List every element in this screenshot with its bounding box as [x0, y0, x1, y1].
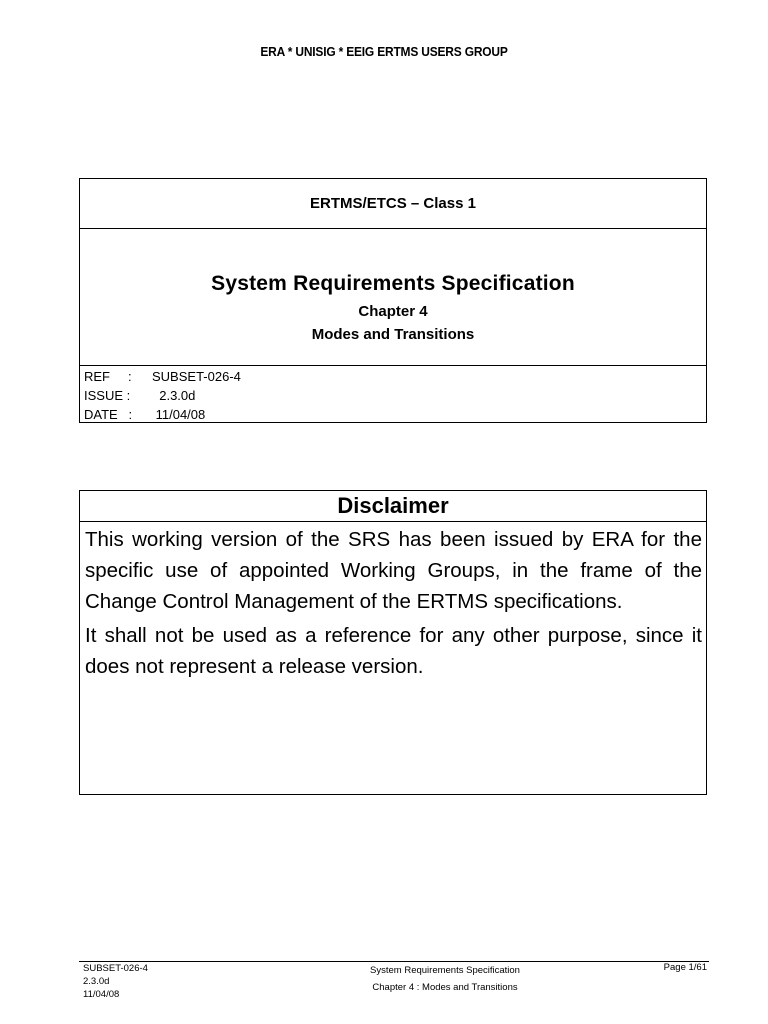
chapter-number: Chapter 4 [358, 303, 428, 320]
title-box [79, 178, 707, 423]
footer-title: System Requirements Specification [370, 965, 520, 976]
footer-chapter: Chapter 4 : Modes and Transitions [372, 982, 518, 993]
footer-page-number: Page 1/61 [663, 962, 707, 973]
meta-label: ISSUE : [84, 388, 131, 403]
meta-value: SUBSET-026-4 [152, 369, 241, 384]
footer-document-info [83, 962, 148, 1001]
disclaimer-box [79, 490, 707, 795]
document-metadata [80, 366, 706, 424]
meta-row-issue [84, 386, 706, 405]
document-title-block [80, 229, 706, 366]
document-title: System Requirements Specification [211, 272, 575, 295]
meta-value: 2.3.0d [152, 388, 196, 403]
disclaimer-heading: Disclaimer [80, 491, 706, 522]
meta-row-date [84, 405, 706, 424]
meta-row-ref [84, 367, 706, 386]
footer-title-info [300, 962, 590, 996]
meta-value: 11/04/08 [152, 407, 206, 422]
disclaimer-paragraph: This working version of the SRS has been issued by ERA for the specific use of appointed Working Groups, in the frame of the Change Control Management of the ERTMS specifications. [85, 528, 702, 613]
system-class-heading: ERTMS/ETCS – Class 1 [80, 179, 706, 229]
footer-date: 11/04/08 [83, 989, 120, 1000]
organization-header: ERA * UNISIG * EEIG ERTMS USERS GROUP [260, 44, 508, 59]
chapter-name: Modes and Transitions [311, 326, 475, 343]
footer-ref: SUBSET-026-4 [83, 963, 148, 974]
footer-issue: 2.3.0d [83, 976, 110, 987]
disclaimer-body [80, 522, 706, 682]
meta-label: DATE : [84, 407, 133, 422]
disclaimer-paragraph: It shall not be used as a reference for any other purpose, since it does not represent a release version. [85, 624, 702, 678]
meta-label: REF : [84, 369, 132, 384]
